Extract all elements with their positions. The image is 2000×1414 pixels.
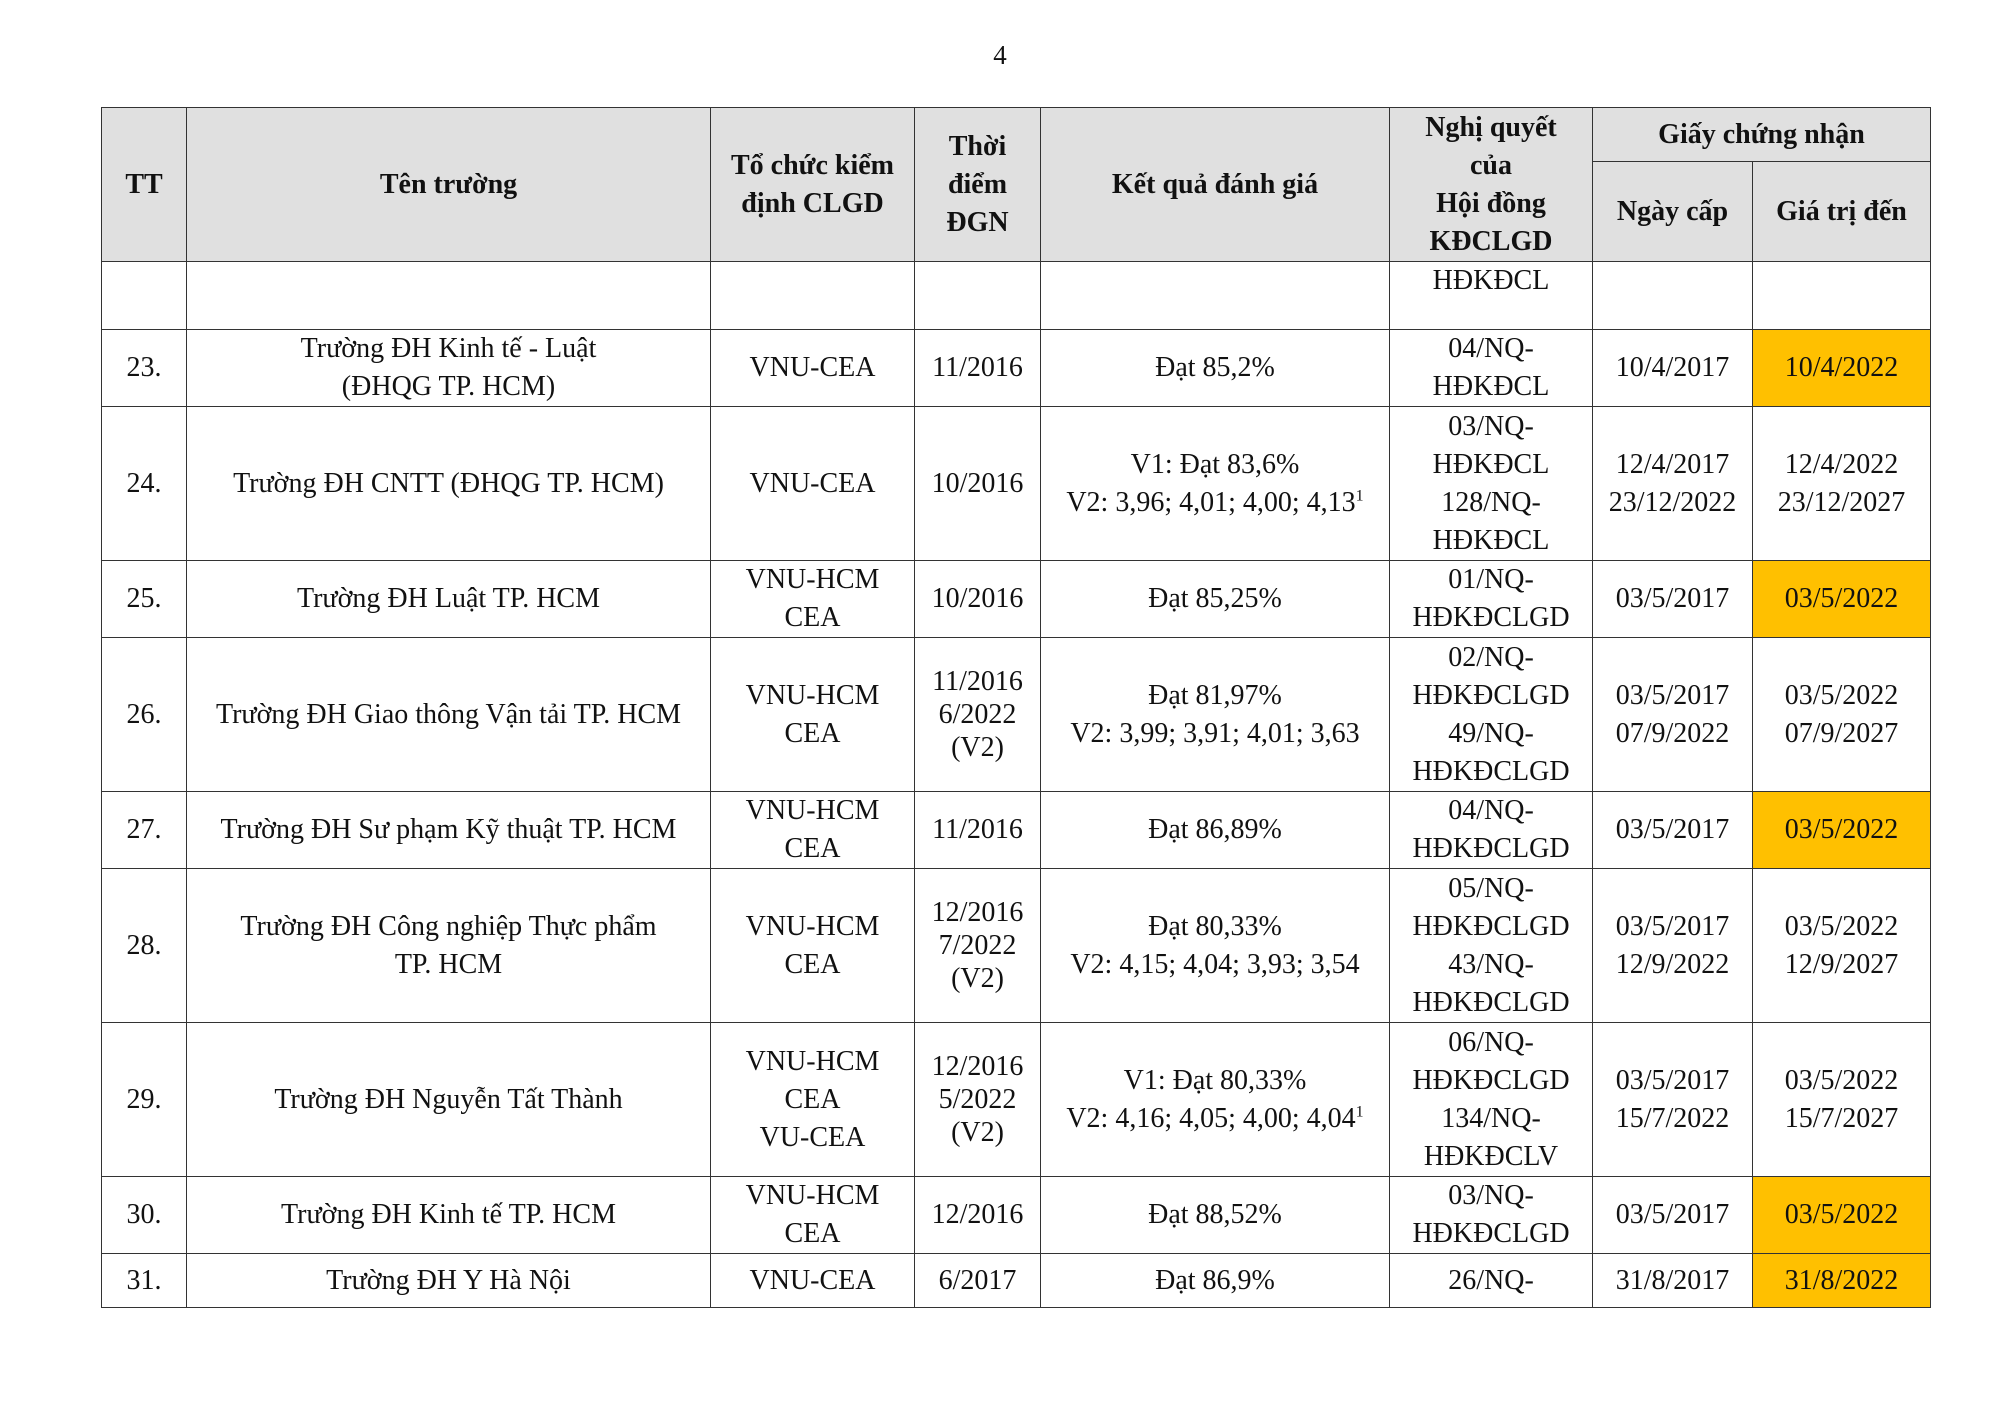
row-school: Trường ĐH Luật TP. HCM — [187, 561, 711, 638]
row-resolution: 04/NQ- HĐKĐCLGD — [1390, 792, 1593, 869]
row-tt: 23. — [102, 330, 187, 407]
row-school: Trường ĐH Y Hà Nội — [187, 1254, 711, 1308]
row-issue-date: 03/5/2017 07/9/2022 — [1593, 638, 1753, 792]
row-school: Trường ĐH Kinh tế TP. HCM — [187, 1177, 711, 1254]
row-org: VNU-HCM CEA VU-CEA — [711, 1023, 915, 1177]
row-result: Đạt 86,89% — [1041, 792, 1390, 869]
row-tt: 30. — [102, 1177, 187, 1254]
header-school: Tên trường — [187, 108, 711, 262]
row-school: Trường ĐH CNTT (ĐHQG TP. HCM) — [187, 407, 711, 561]
row-issue-date: 03/5/2017 — [1593, 561, 1753, 638]
row-resolution: 05/NQ- HĐKĐCLGD 43/NQ- HĐKĐCLGD — [1390, 869, 1593, 1023]
row-result: Đạt 88,52% — [1041, 1177, 1390, 1254]
row-org: VNU-CEA — [711, 330, 915, 407]
row-valid-until: 03/5/2022 — [1753, 1177, 1931, 1254]
row-school: Trường ĐH Công nghiệp Thực phẩm TP. HCM — [187, 869, 711, 1023]
row-issue-date: 12/4/2017 23/12/2022 — [1593, 407, 1753, 561]
row-time: 11/2016 — [915, 792, 1041, 869]
row-issue-date: 10/4/2017 — [1593, 330, 1753, 407]
footnote-marker: 1 — [1355, 1103, 1364, 1121]
row-valid-until: 03/5/2022 — [1753, 561, 1931, 638]
row-time: 12/2016 5/2022 (V2) — [915, 1023, 1041, 1177]
row-org: VNU-HCM CEA — [711, 869, 915, 1023]
continuation-row — [102, 262, 1931, 330]
row-result: Đạt 85,2% — [1041, 330, 1390, 407]
row-issue-date: 03/5/2017 12/9/2022 — [1593, 869, 1753, 1023]
continuation-resolution: HĐKĐCL — [1390, 262, 1593, 330]
row-org: VNU-CEA — [711, 1254, 915, 1308]
row-time: 12/2016 7/2022 (V2) — [915, 869, 1041, 1023]
row-resolution: 06/NQ- HĐKĐCLGD 134/NQ- HĐKĐCLV — [1390, 1023, 1593, 1177]
header-resolution: Nghị quyết của Hội đồng KĐCLGD — [1390, 108, 1593, 262]
row-valid-until: 03/5/2022 07/9/2027 — [1753, 638, 1931, 792]
table-row — [102, 1254, 1931, 1308]
row-time: 11/2016 — [915, 330, 1041, 407]
row-result: Đạt 81,97% V2: 3,99; 3,91; 4,01; 3,63 — [1041, 638, 1390, 792]
row-valid-until: 12/4/2022 23/12/2027 — [1753, 407, 1931, 561]
row-tt: 24. — [102, 407, 187, 561]
row-tt: 26. — [102, 638, 187, 792]
row-org: VNU-HCM CEA — [711, 638, 915, 792]
row-time: 10/2016 — [915, 561, 1041, 638]
header-result: Kết quả đánh giá — [1041, 108, 1390, 262]
row-result: Đạt 86,9% — [1041, 1254, 1390, 1308]
table-row — [102, 1023, 1931, 1177]
table-row — [102, 869, 1931, 1023]
header-issue-date: Ngày cấp — [1593, 162, 1753, 262]
row-tt: 27. — [102, 792, 187, 869]
header-time: Thời điểm ĐGN — [915, 108, 1041, 262]
row-org: VNU-HCM CEA — [711, 561, 915, 638]
row-resolution: 03/NQ- HĐKĐCLGD — [1390, 1177, 1593, 1254]
row-tt: 28. — [102, 869, 187, 1023]
row-valid-until: 03/5/2022 — [1753, 792, 1931, 869]
row-time: 10/2016 — [915, 407, 1041, 561]
row-resolution: 02/NQ- HĐKĐCLGD 49/NQ- HĐKĐCLGD — [1390, 638, 1593, 792]
table-row — [102, 407, 1931, 561]
row-school: Trường ĐH Sư phạm Kỹ thuật TP. HCM — [187, 792, 711, 869]
row-resolution: 03/NQ- HĐKĐCL 128/NQ- HĐKĐCL — [1390, 407, 1593, 561]
accreditation-table — [101, 107, 1931, 1308]
row-tt: 31. — [102, 1254, 187, 1308]
row-time: 6/2017 — [915, 1254, 1041, 1308]
row-school: Trường ĐH Giao thông Vận tải TP. HCM — [187, 638, 711, 792]
header-org: Tổ chức kiểm định CLGD — [711, 108, 915, 262]
page-number: 4 — [993, 40, 1007, 70]
table-row — [102, 1177, 1931, 1254]
footnote-marker: 1 — [1355, 487, 1364, 505]
row-result: Đạt 80,33% V2: 4,15; 4,04; 3,93; 3,54 — [1041, 869, 1390, 1023]
row-valid-until: 03/5/2022 15/7/2027 — [1753, 1023, 1931, 1177]
row-school: Trường ĐH Kinh tế - Luật (ĐHQG TP. HCM) — [187, 330, 711, 407]
row-issue-date: 03/5/2017 — [1593, 1177, 1753, 1254]
row-result: V1: Đạt 83,6% V2: 3,96; 4,01; 4,00; 4,13$^1$ — [1041, 407, 1390, 561]
table-header — [102, 108, 1931, 262]
row-issue-date: 03/5/2017 15/7/2022 — [1593, 1023, 1753, 1177]
table-row — [102, 638, 1931, 792]
row-tt: 25. — [102, 561, 187, 638]
header-tt: TT — [102, 108, 187, 262]
row-time: 11/2016 6/2022 (V2) — [915, 638, 1041, 792]
row-org: VNU-CEA — [711, 407, 915, 561]
row-tt: 29. — [102, 1023, 187, 1177]
row-resolution: 01/NQ- HĐKĐCLGD — [1390, 561, 1593, 638]
header-certificate: Giấy chứng nhận — [1593, 108, 1931, 162]
row-resolution: 04/NQ- HĐKĐCL — [1390, 330, 1593, 407]
row-issue-date: 31/8/2017 — [1593, 1254, 1753, 1308]
table-row — [102, 792, 1931, 869]
row-valid-until: 03/5/2022 12/9/2027 — [1753, 869, 1931, 1023]
row-result: V1: Đạt 80,33% V2: 4,16; 4,05; 4,00; 4,04$^1$ — [1041, 1023, 1390, 1177]
row-issue-date: 03/5/2017 — [1593, 792, 1753, 869]
row-org: VNU-HCM CEA — [711, 1177, 915, 1254]
row-org: VNU-HCM CEA — [711, 792, 915, 869]
row-resolution: 26/NQ- — [1390, 1254, 1593, 1308]
row-result: Đạt 85,25% — [1041, 561, 1390, 638]
header-valid-until: Giá trị đến — [1753, 162, 1931, 262]
table-row — [102, 561, 1931, 638]
table-row — [102, 330, 1931, 407]
row-school: Trường ĐH Nguyễn Tất Thành — [187, 1023, 711, 1177]
row-time: 12/2016 — [915, 1177, 1041, 1254]
row-valid-until: 31/8/2022 — [1753, 1254, 1931, 1308]
row-valid-until: 10/4/2022 — [1753, 330, 1931, 407]
